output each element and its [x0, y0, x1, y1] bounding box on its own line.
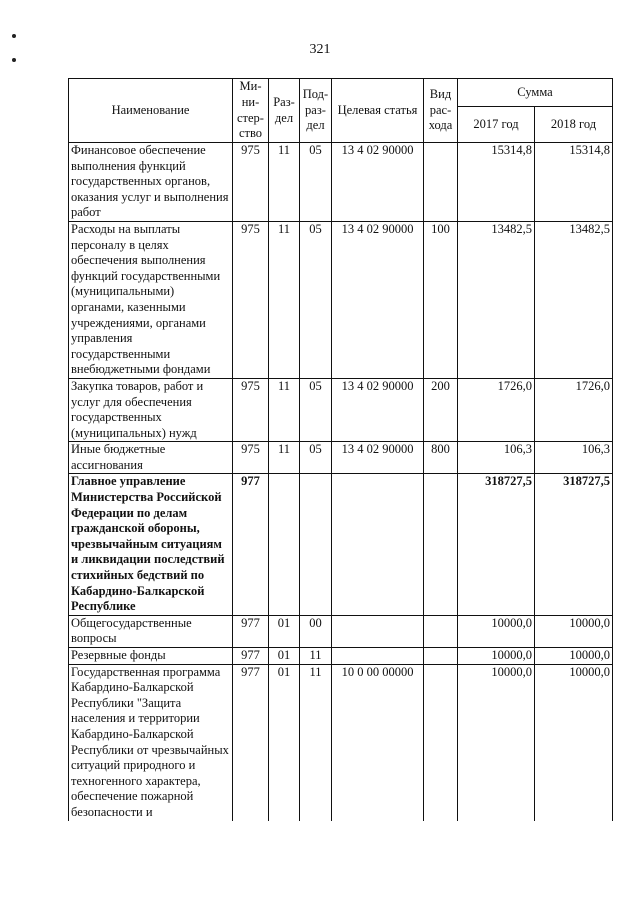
row-subsection: 11: [300, 648, 332, 665]
table-row: [69, 648, 613, 665]
table-row: [69, 474, 613, 615]
row-name: Расходы на выплаты персоналу в целях обеспечения выполнения функций государственными (муниципальными) органами, казенными учреждениями, органами управления государственными внебюджетными фондами: [69, 221, 233, 378]
budget-table: [68, 78, 613, 821]
row-section: 01: [269, 664, 300, 820]
row-ministry: 975: [233, 221, 269, 378]
row-sum-2018: 13482,5: [535, 221, 613, 378]
row-section: 11: [269, 143, 300, 222]
row-name: Финансовое обеспечение выполнения функций государственных органов, оказания услуг и выполнения работ: [69, 143, 233, 222]
row-name: Иные бюджетные ассигнования: [69, 442, 233, 474]
row-sum-2018: 15314,8: [535, 143, 613, 222]
row-sum-2018: 10000,0: [535, 615, 613, 647]
row-sum-2018: 318727,5: [535, 474, 613, 615]
row-section: 01: [269, 648, 300, 665]
header-expense-type: Вид рас-хода: [424, 79, 458, 143]
row-name: Главное управление Министерства Российской Федерации по делам гражданской обороны, чрезвычайным ситуациям и ликвидации последствий стихийных бедствий по Кабардино-Балкарской Республике: [69, 474, 233, 615]
row-subsection: [300, 474, 332, 615]
row-sum-2017: 13482,5: [458, 221, 535, 378]
table-row: [69, 615, 613, 647]
row-sum-2017: 10000,0: [458, 615, 535, 647]
row-sum-2017: 10000,0: [458, 648, 535, 665]
row-expense-type: 800: [424, 442, 458, 474]
row-section: 01: [269, 615, 300, 647]
row-expense-type: [424, 648, 458, 665]
row-sum-2017: 106,3: [458, 442, 535, 474]
header-target: Целевая статья: [332, 79, 424, 143]
row-sum-2017: 318727,5: [458, 474, 535, 615]
row-target: 13 4 02 90000: [332, 143, 424, 222]
row-target: 13 4 02 90000: [332, 442, 424, 474]
row-ministry: 977: [233, 664, 269, 820]
row-subsection: 05: [300, 221, 332, 378]
row-expense-type: [424, 615, 458, 647]
row-ministry: 977: [233, 615, 269, 647]
table-row: [69, 378, 613, 441]
table-row: [69, 143, 613, 222]
row-sum-2017: 15314,8: [458, 143, 535, 222]
page-number: 321: [309, 42, 331, 57]
table-row: [69, 442, 613, 474]
row-subsection: 00: [300, 615, 332, 647]
table-row: [69, 664, 613, 820]
row-section: [269, 474, 300, 615]
row-sum-2018: 1726,0: [535, 378, 613, 441]
header-sum: Сумма: [458, 79, 613, 107]
row-sum-2018: 106,3: [535, 442, 613, 474]
row-target: 13 4 02 90000: [332, 378, 424, 441]
row-ministry: 975: [233, 143, 269, 222]
row-expense-type: [424, 143, 458, 222]
row-expense-type: 200: [424, 378, 458, 441]
row-ministry: 977: [233, 474, 269, 615]
row-ministry: 977: [233, 648, 269, 665]
header-ministry: Ми-ни-стер-ство: [233, 79, 269, 143]
row-sum-2017: 10000,0: [458, 664, 535, 820]
row-expense-type: [424, 474, 458, 615]
table-row: [69, 221, 613, 378]
header-name: Наименование: [69, 79, 233, 143]
row-target: [332, 474, 424, 615]
scan-mark-dot: [12, 58, 16, 62]
row-name: Закупка товаров, работ и услуг для обеспечения государственных (муниципальных) нужд: [69, 378, 233, 441]
header-year-2018: 2018 год: [535, 107, 613, 143]
row-target: [332, 615, 424, 647]
row-name: Государственная программа Кабардино-Балкарской Республики "Защита населения и территории Кабардино-Балкарской Республики от чрезвычайных ситуаций природного и техногенного характера, обеспечение пожарной безопасности и: [69, 664, 233, 820]
header-subsection: Под-раз-дел: [300, 79, 332, 143]
row-name: Общегосударственные вопросы: [69, 615, 233, 647]
row-section: 11: [269, 442, 300, 474]
row-expense-type: 100: [424, 221, 458, 378]
scan-mark-dot: [12, 34, 16, 38]
row-section: 11: [269, 221, 300, 378]
row-expense-type: [424, 664, 458, 820]
row-target: [332, 648, 424, 665]
row-sum-2018: 10000,0: [535, 648, 613, 665]
header-year-2017: 2017 год: [458, 107, 535, 143]
row-subsection: 05: [300, 143, 332, 222]
row-subsection: 11: [300, 664, 332, 820]
row-subsection: 05: [300, 442, 332, 474]
row-section: 11: [269, 378, 300, 441]
row-ministry: 975: [233, 442, 269, 474]
row-name: Резервные фонды: [69, 648, 233, 665]
row-target: 10 0 00 00000: [332, 664, 424, 820]
row-ministry: 975: [233, 378, 269, 441]
row-subsection: 05: [300, 378, 332, 441]
header-section: Раз-дел: [269, 79, 300, 143]
row-sum-2017: 1726,0: [458, 378, 535, 441]
row-target: 13 4 02 90000: [332, 221, 424, 378]
row-sum-2018: 10000,0: [535, 664, 613, 820]
